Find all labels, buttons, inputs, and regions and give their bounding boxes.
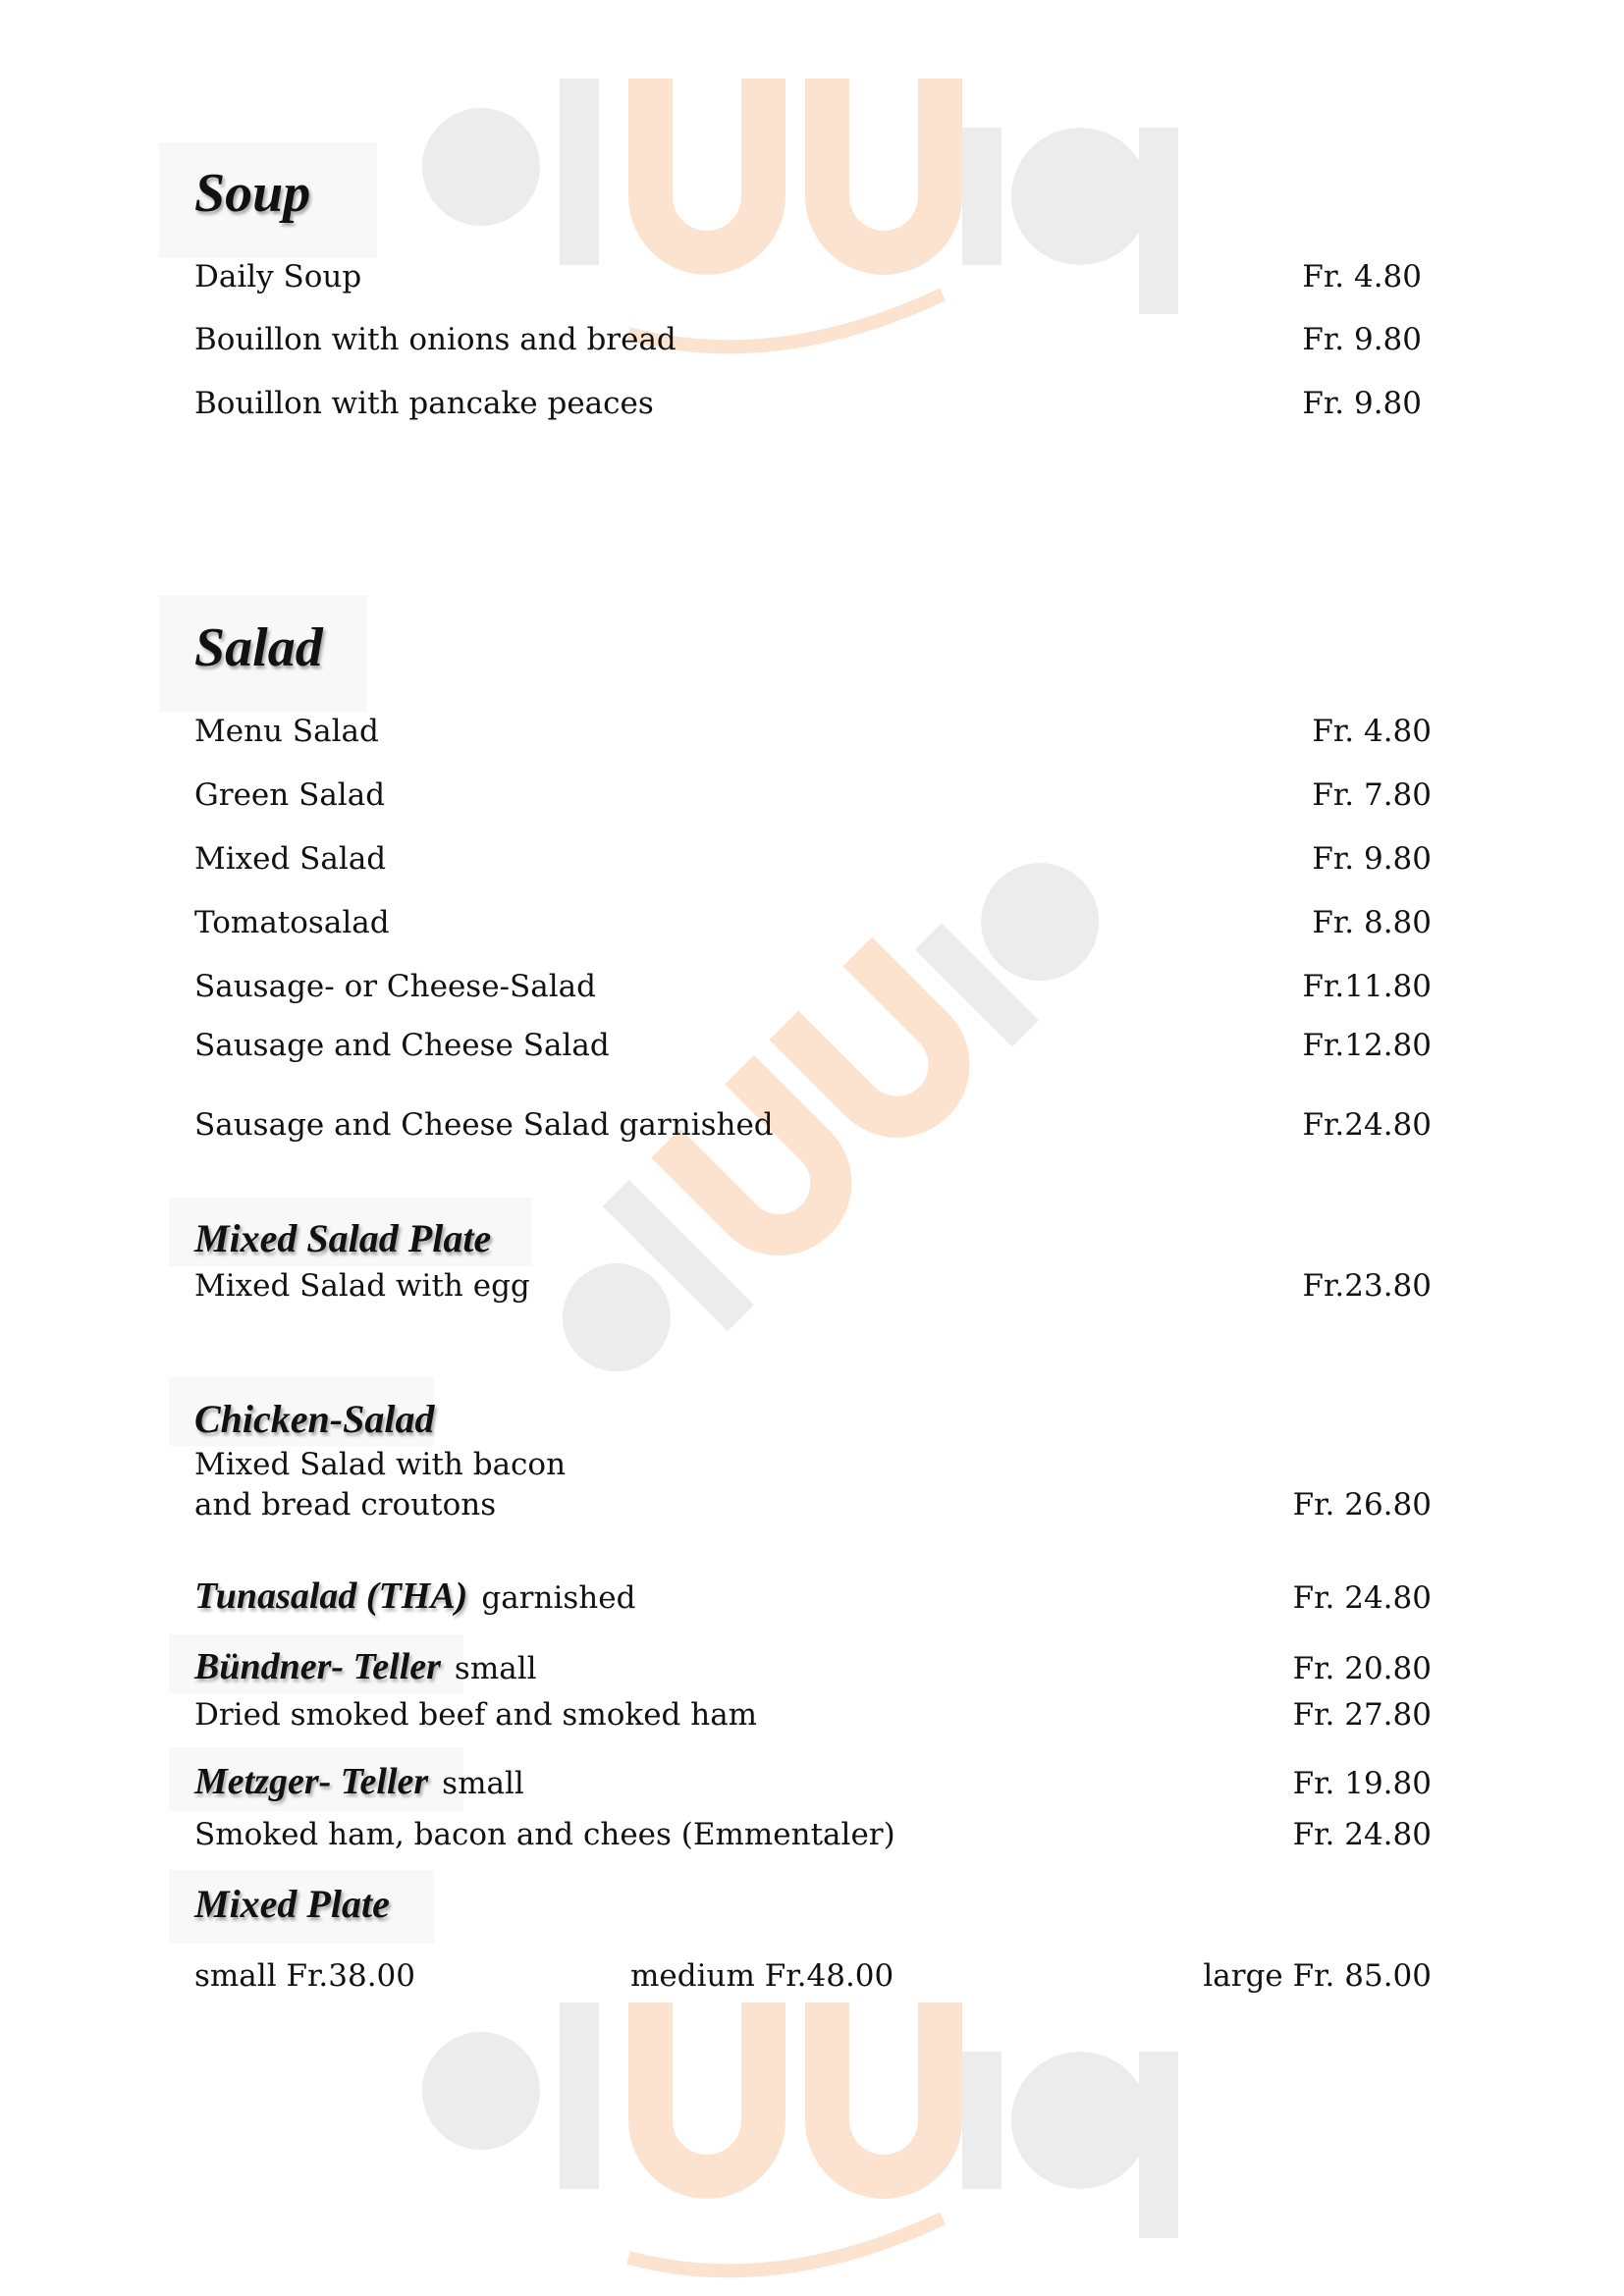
menu-item-name: Menu Salad <box>194 714 379 749</box>
menu-item-price: Fr. 9.80 <box>1312 841 1432 877</box>
menu-item-price: Fr. 4.80 <box>1302 259 1422 294</box>
menu-item-price: Fr.11.80 <box>1302 969 1432 1004</box>
menu-item-price: Fr. 7.80 <box>1312 777 1432 813</box>
buendner-teller-heading: Bündner- Teller <box>194 1646 441 1687</box>
menu-item-price: Fr. 4.80 <box>1312 714 1432 749</box>
sluurpy-watermark-bottom <box>412 1983 1237 2296</box>
menu-item-name: Sausage- or Cheese-Salad <box>194 969 596 1004</box>
menu-item-price: Fr.12.80 <box>1302 1028 1432 1063</box>
menu-item-name: Bouillon with pancake peaces <box>194 386 654 421</box>
menu-item-name: Daily Soup <box>194 259 362 294</box>
menu-item-size: small <box>454 1651 537 1686</box>
chicken-salad-heading: Chicken-Salad <box>194 1397 435 1441</box>
menu-item-desc: garnished <box>481 1580 636 1616</box>
menu-item-desc: and bread croutons <box>194 1487 497 1522</box>
menu-item-desc: Dried smoked beef and smoked ham <box>194 1697 758 1733</box>
metzger-teller-heading: Metzger- Teller <box>194 1761 429 1802</box>
mixed-plate-heading: Mixed Plate <box>194 1882 390 1926</box>
menu-item-desc: Mixed Salad with bacon <box>194 1447 567 1482</box>
menu-item-desc: Mixed Salad with egg <box>194 1268 530 1304</box>
menu-item-name: Bouillon with onions and bread <box>194 322 677 357</box>
tunasalad-row <box>194 1576 635 1618</box>
menu-item-desc: Smoked ham, bacon and chees (Emmentaler) <box>194 1817 895 1852</box>
menu-item-size: small <box>442 1766 524 1801</box>
menu-item-name: Sausage and Cheese Salad <box>194 1028 610 1063</box>
menu-item-price: Fr.23.80 <box>1302 1268 1432 1304</box>
menu-item-price: Fr. 20.80 <box>1292 1651 1432 1686</box>
mixed-plate-large: large Fr. 85.00 <box>1203 1958 1432 1994</box>
salad-heading: Salad <box>194 617 323 678</box>
menu-item-price: Fr. 24.80 <box>1292 1580 1432 1616</box>
menu-item-name: Green Salad <box>194 777 386 813</box>
menu-item-name: Tomatosalad <box>194 905 390 940</box>
metzger-row <box>194 1762 524 1803</box>
mixed-plate-small: small Fr.38.00 <box>194 1958 415 1994</box>
menu-item-price: Fr. 9.80 <box>1302 322 1422 357</box>
soup-heading: Soup <box>194 163 311 224</box>
menu-item-name: Sausage and Cheese Salad garnished <box>194 1107 774 1143</box>
menu-item-price: Fr.24.80 <box>1302 1107 1432 1143</box>
menu-item-price: Fr. 24.80 <box>1292 1817 1432 1852</box>
menu-item-price: Fr. 9.80 <box>1302 386 1422 421</box>
mixed-plate-medium: medium Fr.48.00 <box>630 1958 894 1994</box>
menu-item-price: Fr. 26.80 <box>1292 1487 1432 1522</box>
tunasalad-heading: Tunasalad (THA) <box>194 1575 468 1617</box>
buendner-row <box>194 1647 537 1688</box>
menu-item-price: Fr. 27.80 <box>1292 1697 1432 1733</box>
menu-item-price: Fr. 19.80 <box>1292 1766 1432 1801</box>
menu-item-price: Fr. 8.80 <box>1312 905 1432 940</box>
mixed-salad-plate-heading: Mixed Salad Plate <box>194 1216 492 1260</box>
menu-item-name: Mixed Salad <box>194 841 387 877</box>
